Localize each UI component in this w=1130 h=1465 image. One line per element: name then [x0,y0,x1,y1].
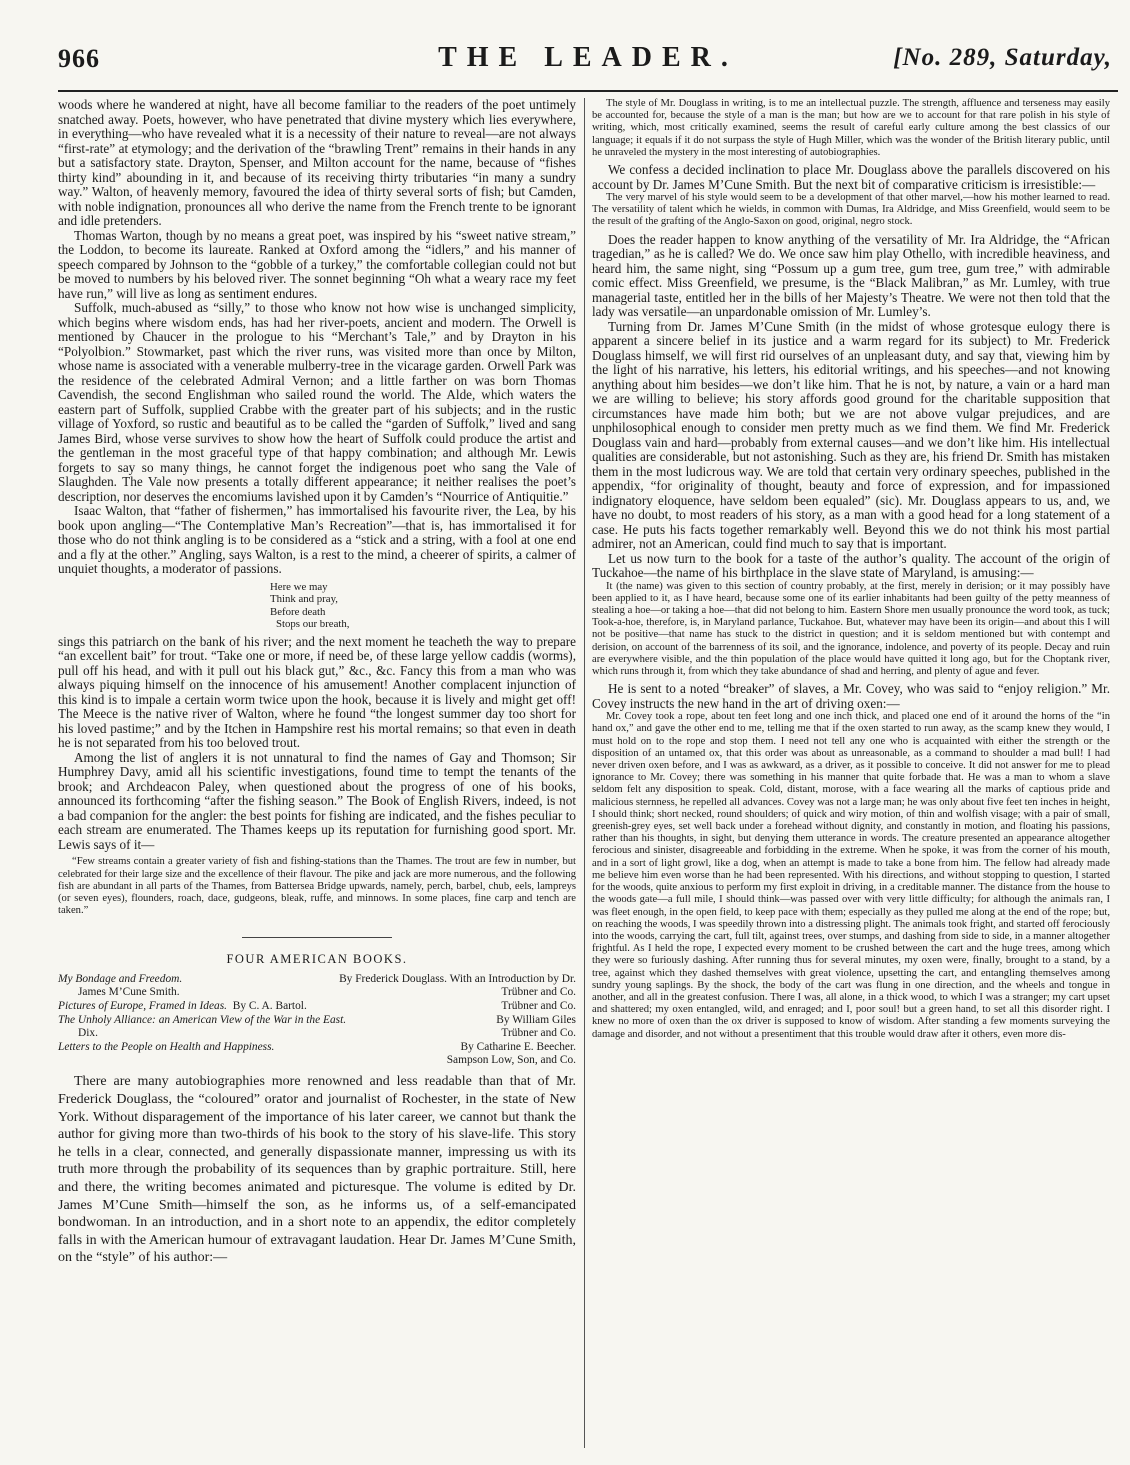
paragraph: Thomas Warton, though by no means a great poet, was inspired by his “sweet native stream,” the Loddon, to become its laureate. Ranked at Oxford among the “idlers,” and his manner of speech compared by Johnson to the “gobble of a turkey,” the comfortable collegian could not but be moved to numbers by his beloved river. The sonnet beginning “Oh what a weary race my feet have run,” will live as long as sentiment endures. [58,227,576,301]
book-publisher: Trübner and Co. [501,986,576,999]
book-author: By William Giles [496,1014,576,1027]
book-title: The Unholy Alliance: an American View of the War in the East. [58,1014,347,1027]
paragraph: woods where he wandered at night, have all become familiar to the readers of the poet untimely snatched away. Poets, however, who have penetrated that divine mystery which lies everywhere, in everything—who have revealed what it is a necessity of their nature to reveal—are not always “first-rate” at etymology; and the derivation of the “brawling Trent” remains in their hands in any but a satisfactory state. Drayton, Spenser, and Milton account for the name, because of “fishes thirty kind” abounding in it, and because of its receiving thirty tributaries “in many a sundry way.” Walton, of heavenly memory, favoured the idea of thirty several sorts of fish; but Camden, with noble indignation, pronounces all who derive the name from the French trente to be ignorant and idle pretenders. [58,97,576,228]
book-author-cont: Dix. [78,1027,98,1040]
book-publisher: Sampson Low, Son, and Co. [446,1054,576,1067]
book-title: My Bondage and Freedom. [58,973,183,986]
book-author: By Frederick Douglass. With an Introduction by Dr. [339,973,576,986]
book-entry [58,1014,576,1040]
book-author-cont: James M’Cune Smith. [78,986,180,999]
block-quote: The very marvel of his style would seem to be a development of that other marvel,—how his mother learned to read. The versatility of talent which he wields, in common with Dumas, Ira Aldridge, and Miss Greenfield, would seem to be the result of the grafting of the Anglo-Saxon on good, original, negro stock. [592,192,1110,228]
poem-line: Think and pray, [270,593,338,606]
book-publisher: Trübner and Co. [501,1000,576,1013]
section-divider [242,937,392,938]
paragraph: Isaac Walton, that “father of fishermen,” has immortalised his favourite river, the Lea, by his book upon angling—“The Contemplative Man’s Recreation”—that is, has immortalised it for those who do not think angling is to be considered as a “stick and a string, with a fool at one end and a fly at the other.” Angling, says Walton, is a rest to the mind, a cheerer of spirits, a calmer of unquiet thoughts, a moderator of passions. [58,503,576,576]
block-quote: The style of Mr. Douglass in writing, is to me an intellectual puzzle. The strength, affluence and terseness may easily be accounted for, because the style of a man is the man; but how are we to account for that rare polish in his style of writing, which, most critically examined, seems the result of careful early culture among the best classics of our language; it equals if it do not surpass the style of Hugh Miller, which was the wonder of the British literary public, until he unraveled the mystery in the most interesting of autobiographies. [592,98,1110,158]
paragraph: Let us now turn to the book for a taste of the author’s quality. The account of the origin of Tuckahoe—the name of his birthplace in the slave state of Maryland, is amusing:— [592,550,1110,581]
block-quote: It (the name) was given to this section of country probably, at the first, merely in derision; or it may possibly have been applied to it, as I have heard, because some one of its earlier inhabitants had been guilty of the petty meanness of stealing a hoe—or taking a hoe—that did not belong to him. Eastern Shore men usually pronounce the word took, as tuck; Took-a-hoe, therefore, is, in Maryland parlance, Tuckahoe. But, whatever may have been its origin—and about this I will not be positive—that name has stuck to the district in question; and it is seldom mentioned but with contempt and derision, on account of the barrenness of its soil, and the ignorance, indolence, and poverty of its people. Decay and ruin are everywhere visible, and the thin population of the place would have quitted it long ago, but for the Choptank river, which runs through it, from which they take abundance of shad and herring, and plenty of ague and fever. [592,580,1110,678]
book-title: Letters to the People on Health and Happiness. [58,1041,275,1054]
poem-line: Stops our breath, [276,618,350,631]
newspaper-title: THE LEADER. [438,42,738,73]
book-list [58,973,576,1067]
book-publisher: Trübner and Co. [501,1027,576,1040]
header-rule [58,90,1118,92]
column-divider [584,98,585,1448]
paragraph: We confess a decided inclination to place Mr. Douglass above the parallels discovered on his account by Dr. James M’Cune Smith. But the next bit of comparative criticism is irresistible:— [592,162,1110,192]
review-paragraph: There are many autobiographies more renowned and less readable than that of Mr. Frederick Douglass, the “coloured” orator and journalist of Rochester, in the state of New York. Without disparagement of the importance of his later career, we cannot but thank the author for giving more than two-thirds of his book to the story of his slave-life. This story he tells in a clear, connected, and generally dispassionate manner, impressing us with its truth more through the probability of its sequences than by graphic portraiture. Still, here and there, the writing becomes animated and picturesque. The volume is edited by Dr. James M’Cune Smith—himself the son, as he informs us, of a self-emancipated bondwoman. In an introduction, and in a short note to an appendix, the editor completely falls in with the American humour of extravagant laudation. Hear Dr. James M’Cune Smith, on the “style” of his author:— [58,1074,576,1266]
paragraph: Among the list of anglers it is not unnatural to find the names of Gay and Thomson; Sir Humphrey Davy, amid all his scientific investigations, found time to tempt the tenants of the brook; and Archdeacon Paley, when questioned about the progress of one of his books, announced its forthcoming “after the fishing season.” The Book of English Rivers, indeed, is not a bad companion for the angler: the best points for fishing are indicated, and the fishes peculiar to each stream are enumerated. The Thames keeps up its reputation for furnishing good sport. Mr. Lewis says of it— [58,749,576,852]
poem-verse [270,581,576,631]
paragraph: He is sent to a noted “breaker” of slaves, a Mr. Covey, who was said to “enjoy religion.” Mr. Covey instructs the new hand in the art of driving oxen:— [592,681,1110,711]
page-number: 966 [58,44,100,73]
issue-info: [No. 289, Saturday, [893,44,1112,71]
paragraph: Turning from Dr. James M’Cune Smith (in the midst of whose grotesque eulogy there is apparent a sincere belief in its justice and a warm regard for its subject) to Mr. Frederick Douglass himself, we will first rid ourselves of an unpleasant duty, and say that, viewing him by the light of his narrative, his letters, his editorial writings, and his speeches—and not knowing anything about him besides—we don’t like him. That he is not, by nature, a vain or a hard man we are willing to believe; his story affords good ground for the charitable supposition that circumstances have made him both; but we are not above vulgar prejudices, and are unphilosophical enough to consider men pretty much as we find them. We find Mr. Frederick Douglass vain and hard—probably from external causes—and we don’t like him. His intellectual qualities are considerable, but not astonishing. Such as they are, his friend Dr. Smith has mistaken them in the most ludicrous way. We are told that certain very ordinary speeches, published in the appendix, “for originality of thought, beauty and force of expression, and for impassioned indignatory eloquence, have seldom been equaled” (sic). Mr. Douglass appears to us, and, we have no doubt, to most readers of his story, as a man with a good head for a long statement of a case. He puts his facts together remarkably well. Beyond this we do not think his most partial admirer, not an American, could find much to say that is important. [592,318,1110,552]
book-title: Pictures of Europe, Framed in Ideas. [58,1000,228,1013]
paragraph: Suffolk, much-abused as “silly,” to those who know not how wise is unchanged simplicity, which begins where wisdom ends, has had her river-poets, ancient and modern. The Orwell is mentioned by Chaucer in the prologue to his “Merchant’s Tale,” and by Drayton in his “Polyolbion.” Stowmarket, past which the river runs, was visited more than once by Milton, whose name is associated with a venerable mulberry-tree in the vicarage garden. Orwell Park was the residence of the celebrated Admiral Vernon; and a little farther on was born Thomas Cavendish, the second Englishman who sailed round the world. The Alde, which waters the eastern part of Suffolk, supplied Crabbe with the greater part of his subjects; and in the rustic village of Yoxford, so rustic and beautiful as to be called the “garden of Suffolk,” lived and sang James Bird, whose verse survives to show how the heart of Suffolk could produce the artist and the gentleman in the most graceful type of that happy combination; and although Mr. Lewis forgets to say so many things, he cannot forget the indigenous poet who sang the Vale of Slaughden. The Vale now presents a totally different appearance; it neither realises the poet’s description, nor deserves the encomiums lavished upon it by Camden’s “Nourrice of Antiquitie.” [58,300,576,504]
section-heading: FOUR AMERICAN BOOKS. [226,952,408,967]
paragraph: sings this patriarch on the bank of his river; and the next moment he teacheth the way to prepare “an excellent bait” for trout. “Take one or more, if need be, of these large yellow caddis (worms), pull off his head, and with it pull out his black gut,” &c., &c. Fancy this from a man who was always piquing himself on the innocence of his amusement! Another complacent injunction of this kind is to impale a certain worm twice upon the hook, because it is lively and might get off! The Meece is the native river of Walton, where he found “the longest summer day too short for his loved pastime;” and by the Itchen in Hampshire rest his mortal remains; so that even in death he is not separated from his too beloved trout. [58,633,576,751]
block-quote: Mr. Covey took a rope, about ten feet long and one inch thick, and placed one end of it around the horns of the “in hand ox,” and gave the other end to me, telling me that if the oxen started to run away, as the scamp knew they would, I must hold on to the rope and stop them. I need not tell any one who is acquainted with either the strength or the disposition of an untamed ox, that this order was about as unreasonable, as a command to shoulder a mad bull! I had never driven oxen before, and I was as awkward, as a driver, as it possible to conceive. It did not answer for me to plead ignorance to Mr. Covey; there was something in his manner that quite forbade that. He was a man to whom a slave seldom felt any disposition to speak. Cold, distant, morose, with a face wearing all the marks of captious pride and malicious sternness, he repelled all advances. Covey was not a large man; he was only about five feet ten inches in height, I should think; short necked, round shoulders; of quick and wiry motion, of thin and wolfish visage; with a pair of small, greenish-grey eyes, set well back under a forehead without dignity, and constantly in motion, and floating his passions, rather than his thoughts, in sight, but denying them utterance in words. The creature presented an appearance altogether ferocious and sinister, disagreeable and forbidding in the extreme. When he spoke, it was from the corner of his mouth, and in a sort of light growl, like a dog, when an attempt is made to take a bone from him. The fellow had already made me believe him even worse than he had been represented. With his directions, and without stopping to question, I started for the woods, quite anxious to perform my first exploit in driving, in a creditable manner. The distance from the house to the woods gate—a full mile, I should think—was passed over with very little difficulty; for although the animals ran, I was fleet enough, in the open field, to keep pace with them; especially as they pulled me along at the end of the rope; but, on reaching the woods, I was speedily thrown into a distressing plight. The animals took fright, and started off ferociously into the woods, carrying the cart, full tilt, against trees, over stumps, and dashing from side to side, in a manner altogether frightful. As I held the rope, I expected every moment to be crushed between the cart and the huge trees, among which they were so furiously dashing. After running thus for several minutes, my oxen were, finally, brought to a stand, by a tree, against which they dashed themselves with great violence, upsetting the cart, and entangling themselves among sundry young saplings. By the shock, the body of the cart was flung in one direction, and the wheels and tongue in another, and all in the greatest confusion. There I was, all alone, in a thick wood, to which I was a stranger; my cart upset and shattered; my oxen entangled, wild, and enraged; and I, poor soul! but a green hand, to set all this disorder right. I knew no more of oxen than the ox driver is supposed to know of wisdom. After standing a few moments surveying the damage and disorder, and not without a presentiment that this trouble would draw after it others, even more dis- [592,711,1110,1040]
masthead [58,40,1118,86]
paragraph: Does the reader happen to know anything of the versatility of Mr. Ira Aldridge, the “African tragedian,” as he is called? We do. We once saw him play Othello, with incredible heaviness, and heard him, the same night, sing “Possum up a gum tree, gum tree, gum tree,” with admirable comic effect. Miss Greenfield, we presume, is the “Black Malibran,” as Mr. Lumley, with true managerial taste, entitled her in the bills of her Majesty’s Theatre. We were not then told that the lady was versatile—an unpardonable omission of Mr. Lumley’s. [592,231,1110,320]
book-author: By C. A. Bartol. [232,1000,307,1013]
book-entry [58,1041,576,1067]
poem-line: Here we may [270,580,328,593]
book-entry [58,973,576,999]
block-quote: “Few streams contain a greater variety of fish and fishing-stations than the Thames. The trout are few in number, but celebrated for their large size and the excellence of their flavour. The pike and jack are more numerous, and the following fish are abundant in all parts of the Thames, from Battersea Bridge upwards, namely, perch, barbel, chub, eels, lampreys (or seven eyes), flounders, roach, dace, gudgeons, bleak, ruffe, and minnows. In some places, fine carp and tench are taken.” [58,856,576,917]
book-author: By Catharine E. Beecher. [460,1041,576,1054]
book-entry [58,1000,576,1013]
right-column [592,98,1110,1041]
poem-line: Before death [270,605,326,618]
left-column [58,98,576,1267]
